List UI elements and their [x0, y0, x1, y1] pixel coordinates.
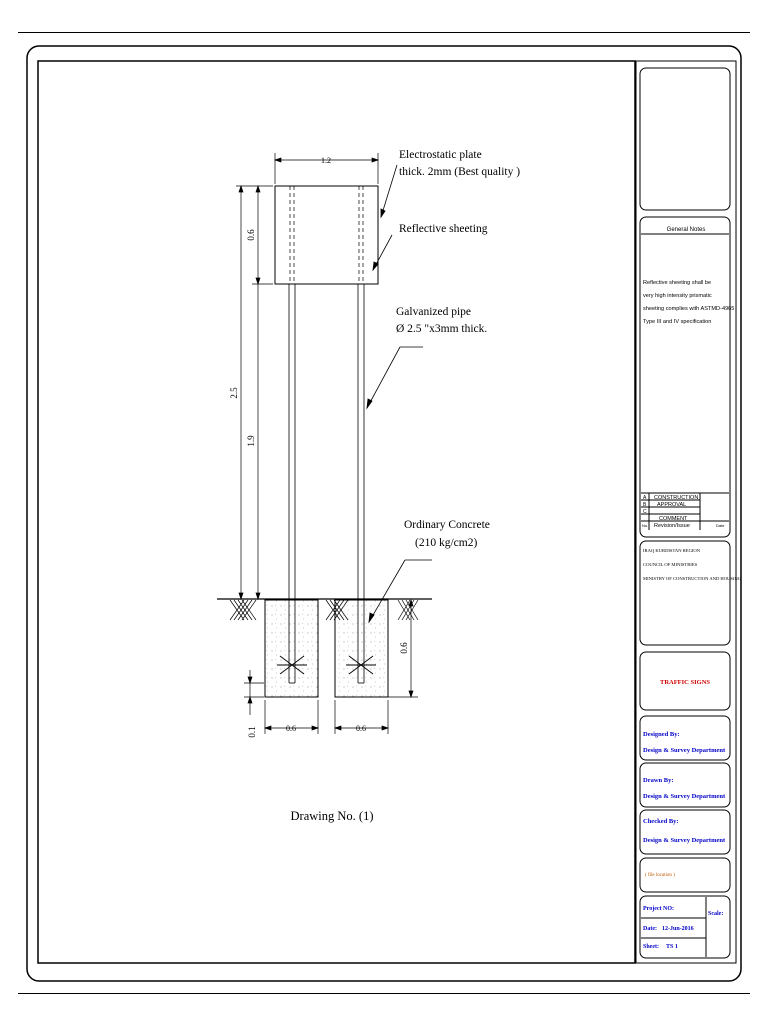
footing-left — [265, 600, 318, 697]
label-sheeting: Reflective sheeting — [399, 223, 488, 235]
dimension-lines — [236, 153, 418, 734]
authority-line-3: MINISTRY OF CONSTRUCTION AND HOUSING — [643, 576, 742, 581]
label-concrete-spec: (210 kg/cm2) — [415, 537, 478, 549]
dim-plate-height: 0.6 — [246, 229, 256, 241]
outer-frame — [27, 46, 741, 981]
note-line-1: Reflective sheeting shall be — [643, 280, 712, 286]
title-block-frames — [636, 61, 736, 963]
soil-hatching — [230, 600, 418, 620]
project-title: TRAFFIC SIGNS — [659, 679, 711, 686]
revision-code-c: C — [643, 509, 647, 515]
drawn-by-label: Drawn By: — [643, 777, 674, 784]
dim-footing-base: 0.1 — [247, 726, 257, 738]
authority-line-1: IRAQ KURDISTAN REGION — [643, 548, 701, 553]
drawn-by-value: Design & Survey Department — [643, 793, 726, 800]
date-value: 12-Jun-2016 — [662, 926, 694, 932]
checked-by-label: Checked By: — [643, 818, 679, 825]
label-concrete: Ordinary Concrete — [404, 519, 490, 531]
revision-code-b: B — [643, 502, 647, 508]
dim-pipe-height: 1.9 — [246, 435, 256, 447]
dim-footing-width-left: 0.6 — [286, 724, 296, 733]
sign-plate — [275, 186, 378, 284]
dim-plate-width: 1.2 — [321, 156, 331, 165]
note-line-2: very high intensity prismatic — [643, 293, 712, 299]
revision-code-no: No. — [642, 523, 649, 528]
designed-by-label: Designed By: — [643, 731, 680, 738]
dim-footing-depth: 0.6 — [399, 642, 409, 654]
drawing-frame — [38, 61, 635, 963]
dim-footing-width-right: 0.6 — [356, 724, 366, 733]
label-pipe-spec: Ø 2.5 "x3mm thick. — [396, 323, 488, 335]
general-notes-header: General Notes — [666, 227, 706, 233]
revision-date-header: Date — [716, 523, 725, 528]
sheet-label: Sheet: — [643, 944, 659, 950]
note-line-4: Type III and IV specification — [643, 319, 712, 325]
drawing-caption: Drawing No. (1) — [290, 809, 374, 823]
label-pipe: Galvanized pipe — [396, 306, 472, 318]
footing-right — [335, 600, 388, 697]
revision-label-issue: Revision/Issue — [654, 523, 690, 529]
date-label: Date: — [643, 926, 657, 932]
scale-label: Scale: — [708, 911, 724, 917]
dim-total-height: 2.5 — [229, 387, 239, 399]
sheet-value: TS 1 — [666, 944, 678, 950]
checked-by-value: Design & Survey Department — [643, 837, 726, 844]
project-no-label: Project NO: — [643, 906, 675, 912]
revision-label-c: COMMENT — [659, 516, 688, 522]
label-plate: Electrostatic plate — [399, 149, 482, 161]
file-location: ( file location ) — [645, 873, 675, 878]
revision-code-a: A — [643, 495, 647, 501]
revision-label-a: CONSTRUCTION — [654, 495, 699, 501]
revision-label-b: APPROVAL — [657, 502, 687, 508]
note-line-3: sheeting complies with ASTMD-4965 — [643, 306, 735, 312]
designed-by-value: Design & Survey Department — [643, 747, 726, 754]
label-plate-spec: thick. 2mm (Best quality ) — [399, 166, 521, 178]
authority-line-2: COUNCIL OF MINISTRIES — [643, 562, 698, 567]
